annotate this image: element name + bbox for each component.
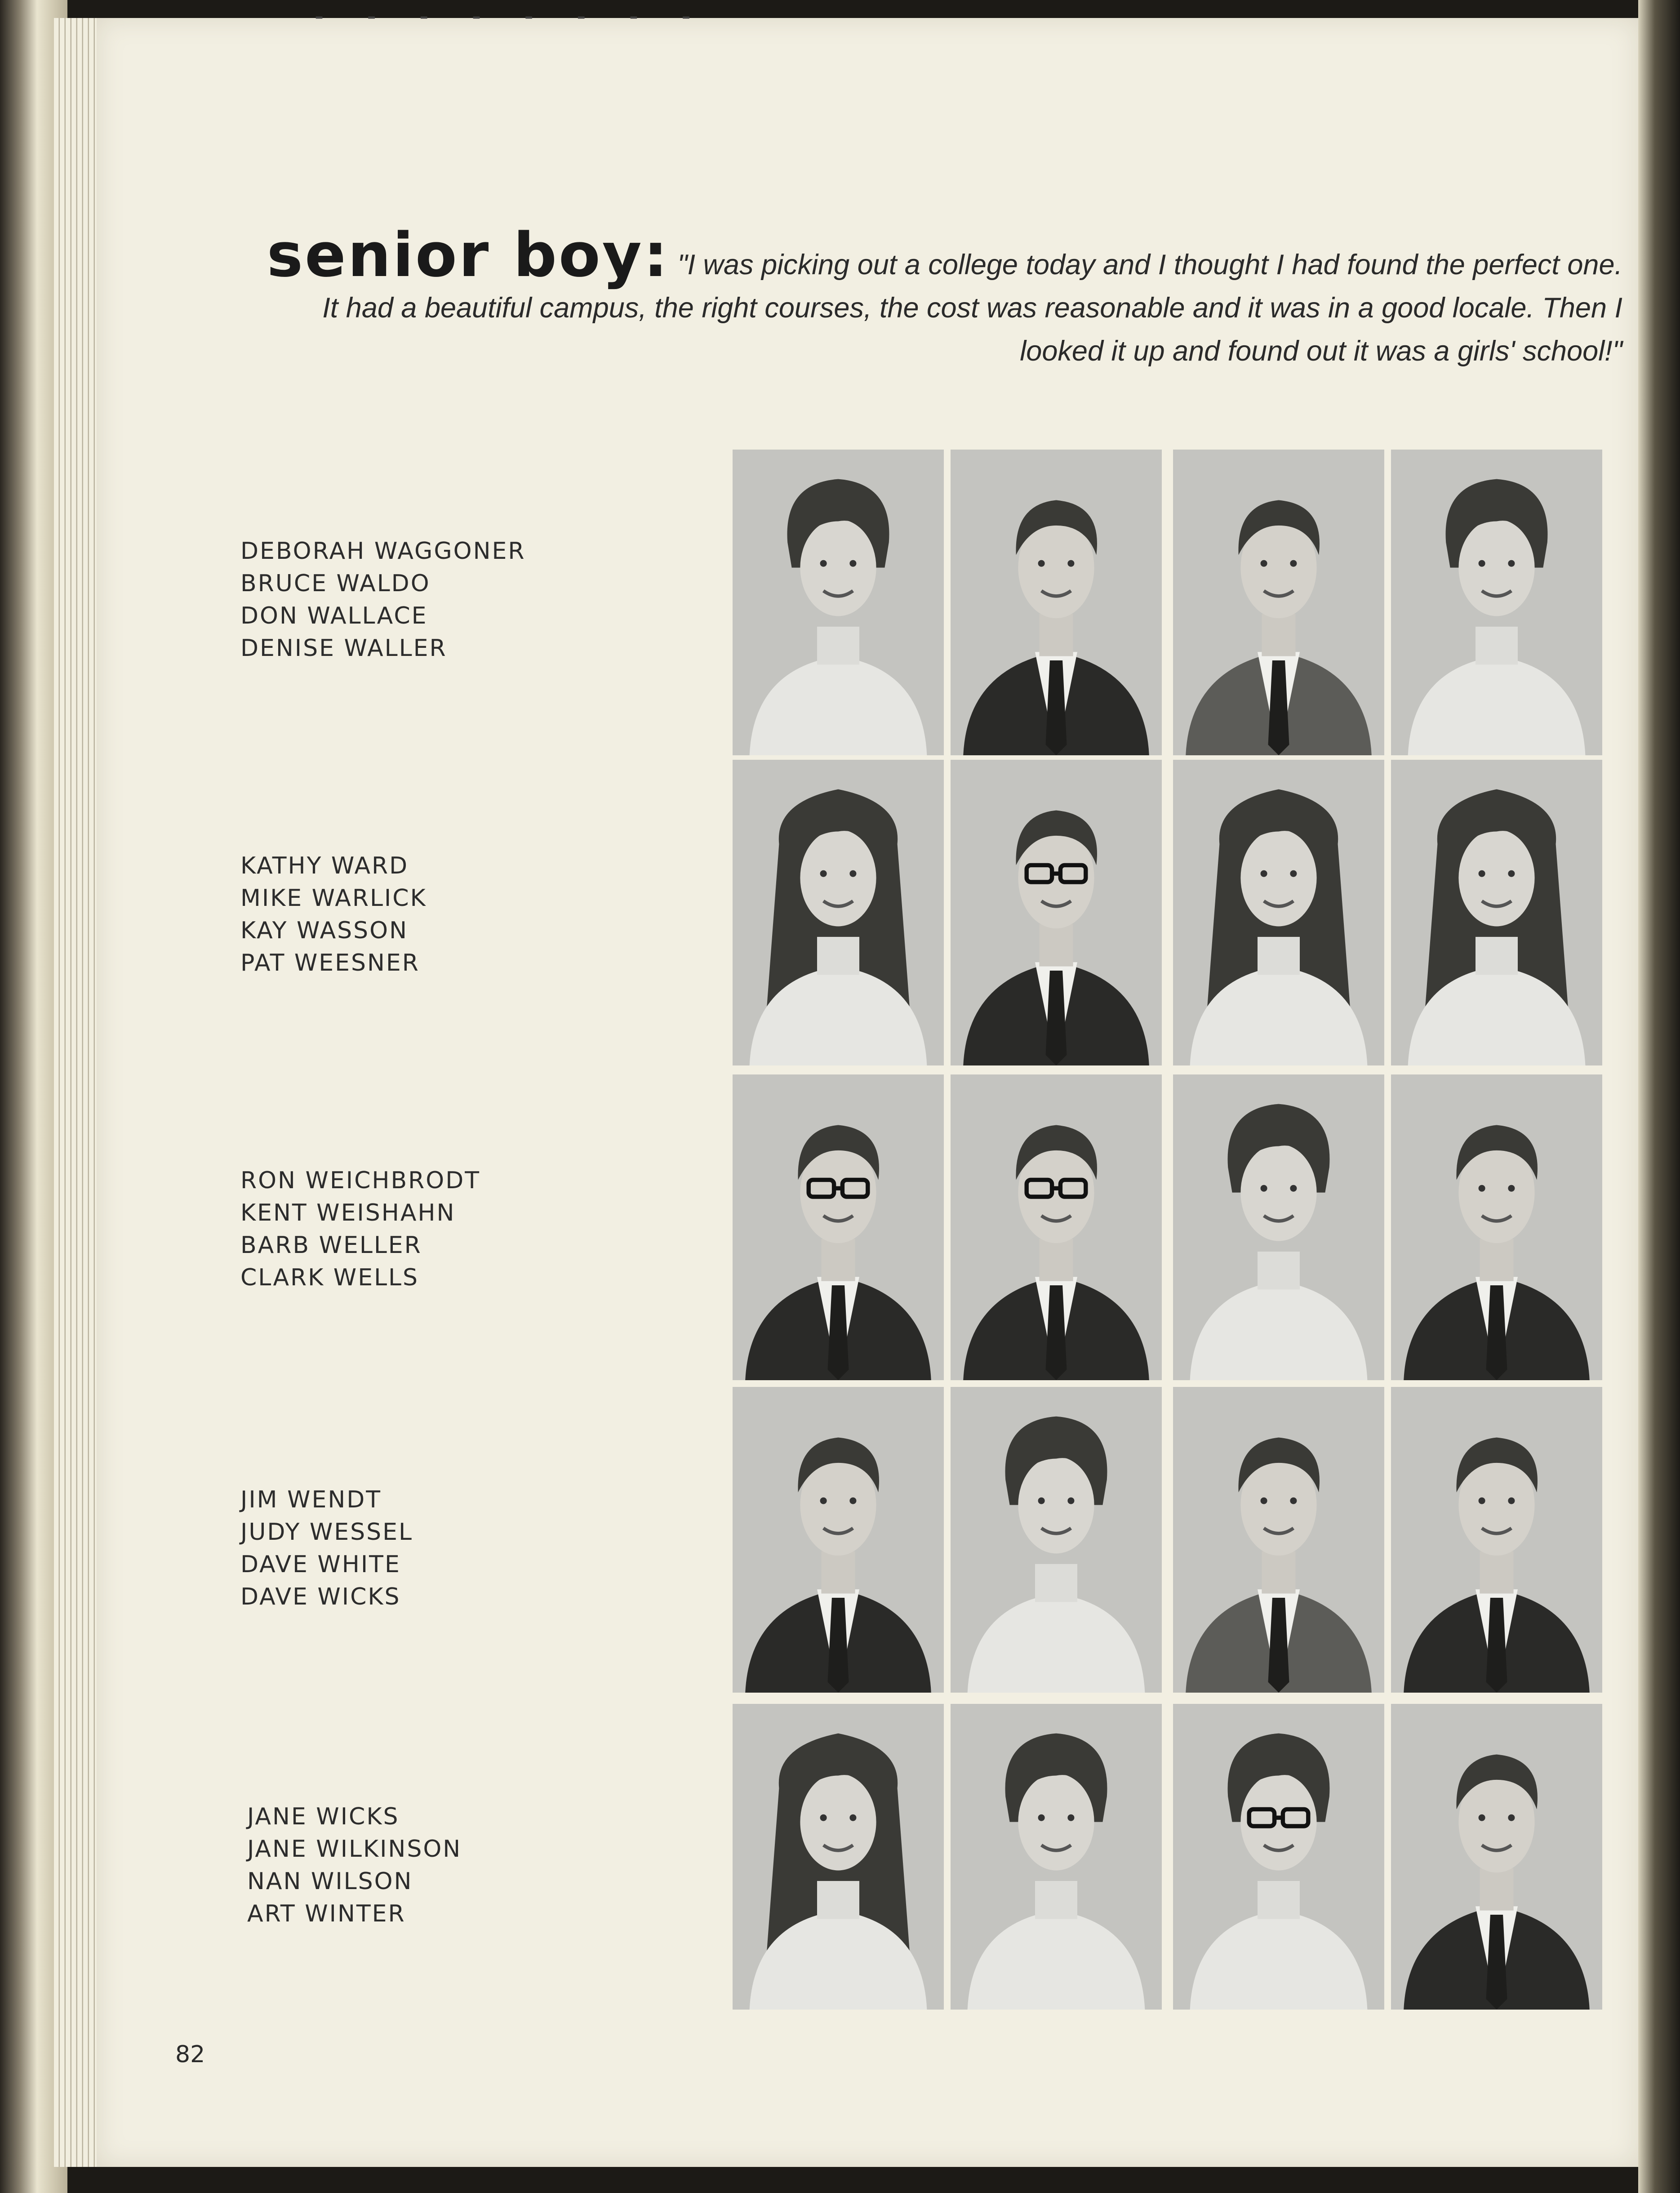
name-list <box>247 1801 571 1930</box>
student-name: MIKE WARLICK <box>240 885 427 912</box>
quote-title: senior boy: <box>267 220 670 290</box>
student-name: RON WEICHBRODT <box>240 1167 481 1194</box>
student-name: JUDY WESSEL <box>240 1519 413 1546</box>
portrait-female-long-hair-icon <box>733 1704 944 2010</box>
student-name: DAVE WICKS <box>240 1583 401 1610</box>
student-name: JIM WENDT <box>240 1486 382 1513</box>
student-name: KATHY WARD <box>240 852 409 879</box>
name-list <box>240 1484 564 1613</box>
student-name: DENISE WALLER <box>240 635 447 662</box>
student-name: JANE WICKS <box>247 1803 400 1830</box>
student-name: KAY WASSON <box>240 917 409 944</box>
portrait-male-glasses-icon <box>951 760 1162 1065</box>
portrait-female-long-hair-icon <box>1391 760 1602 1065</box>
portrait-male-suit-tie-icon <box>951 450 1162 755</box>
portrait-female-bob-hair-icon <box>1391 450 1602 755</box>
student-name: DON WALLACE <box>240 602 428 629</box>
top-edge-marks: - - - - - - - - <box>315 0 709 31</box>
portrait-male-glasses-icon <box>733 1074 944 1380</box>
portrait-female-long-bangs-icon <box>1173 760 1384 1065</box>
student-name: DAVE WHITE <box>240 1551 401 1578</box>
portrait-female-short-hair-icon <box>1173 1074 1384 1380</box>
portrait-female-short-hair-icon <box>951 1387 1162 1693</box>
student-name: CLARK WELLS <box>240 1264 419 1291</box>
page-number: 82 <box>175 2041 205 2068</box>
portrait-female-bob-hair-icon <box>951 1704 1162 2010</box>
quote-text: "I was picking out a college today and I thought I had found the perfect one. It had a beautiful campus, the right courses, the cost was reasonable and it was in a good locale. Then I looked it up and found out it was a girls' school!" <box>322 249 1622 367</box>
portrait-female-short-hair-icon <box>733 450 944 755</box>
name-list <box>240 850 564 979</box>
student-name: BRUCE WALDO <box>240 570 431 597</box>
quote-block <box>252 220 1622 373</box>
name-list <box>240 1164 564 1294</box>
portrait-male-suit-tie-icon <box>1391 1387 1602 1693</box>
student-name: BARB WELLER <box>240 1232 422 1259</box>
portrait-female-flip-hair-icon <box>733 760 944 1065</box>
portrait-female-glasses-icon <box>1173 1704 1384 2010</box>
name-list <box>240 535 564 664</box>
portrait-male-suit-tie-icon <box>733 1387 944 1693</box>
portrait-male-plaid-jacket-icon <box>1173 1387 1384 1693</box>
portrait-male-glasses-icon <box>951 1074 1162 1380</box>
student-name: DEBORAH WAGGONER <box>240 538 526 565</box>
student-name: NAN WILSON <box>247 1868 413 1895</box>
student-name: KENT WEISHAHN <box>240 1199 456 1226</box>
portrait-male-suit-tie-icon <box>1391 1704 1602 2010</box>
student-name: PAT WEESNER <box>240 949 420 976</box>
page-right-edge <box>1638 0 1680 2193</box>
student-name: JANE WILKINSON <box>247 1836 462 1863</box>
student-name: ART WINTER <box>247 1900 406 1927</box>
portrait-male-suit-tie-icon <box>1391 1074 1602 1380</box>
portrait-male-plaid-jacket-icon <box>1173 450 1384 755</box>
